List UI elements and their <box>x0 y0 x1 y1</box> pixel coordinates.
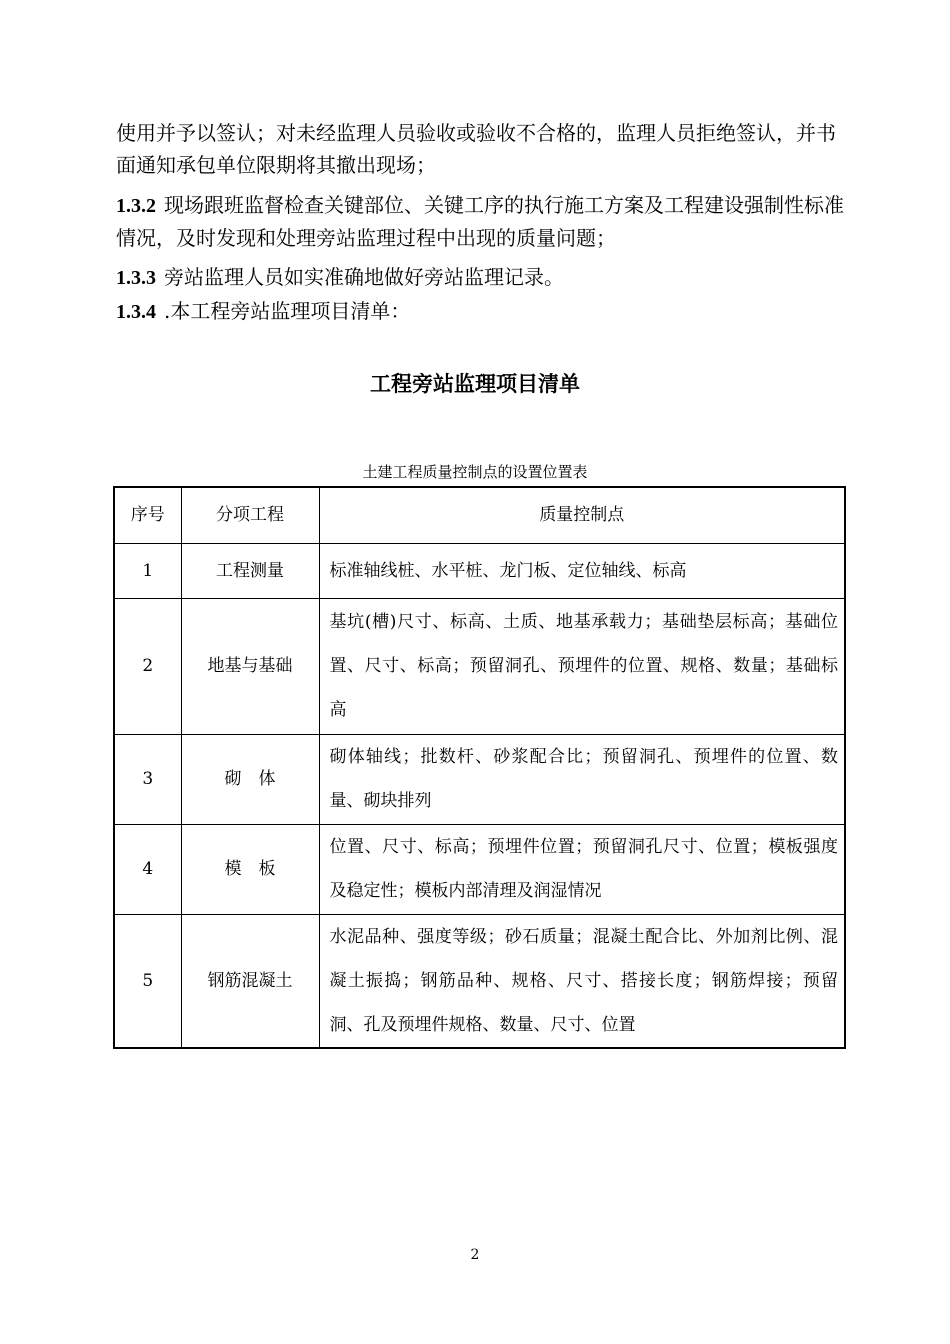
cell-points: 基坑(槽)尺寸、标高、土质、地基承载力；基础垫层标高；基础位置、尺寸、标高；预留洞孔、预埋件的位置、规格、数量；基础标高 <box>319 598 845 734</box>
cell-points: 水泥品种、强度等级；砂石质量；混凝土配合比、外加剂比例、混凝土振捣；钢筋品种、规格、尺寸、搭接长度；钢筋焊接；预留洞、孔及预埋件规格、数量、尺寸、位置 <box>319 914 845 1048</box>
table-row <box>114 543 845 598</box>
table-row <box>114 598 845 734</box>
section-number: 1.3.2 <box>116 195 156 217</box>
paragraph-text: 现场跟班监督检查关键部位、关键工序的执行施工方案及工程建设强制性标准情况，及时发现和处理旁站监理过程中出现的质量问题； <box>116 193 844 250</box>
table-caption: 土建工程质量控制点的设置位置表 <box>362 463 588 481</box>
cell-points: 砌体轴线；批数杆、砂浆配合比；预留洞孔、预埋件的位置、数量、砌块排列 <box>319 734 845 824</box>
header-no: 序号 <box>114 487 181 543</box>
cell-no: 5 <box>114 914 181 1048</box>
section-number: 1.3.3 <box>116 267 156 289</box>
cell-item: 模 板 <box>181 824 319 914</box>
cell-no: 1 <box>114 543 181 598</box>
cell-points: 标准轴线桩、水平桩、龙门板、定位轴线、标高 <box>319 543 845 598</box>
page-number: 2 <box>470 1247 480 1263</box>
table-row <box>114 914 845 1048</box>
cell-item: 砌 体 <box>181 734 319 824</box>
paragraph-1-3-4 <box>116 295 846 328</box>
header-points: 质量控制点 <box>319 487 845 543</box>
page-title: 工程旁站监理项目清单 <box>370 372 580 396</box>
cell-points: 位置、尺寸、标高；预埋件位置；预留洞孔尺寸、位置；模板强度及稳定性；模板内部清理及润湿情况 <box>319 824 845 914</box>
header-item: 分项工程 <box>181 487 319 543</box>
paragraph-1-3-2 <box>116 189 846 254</box>
quality-control-table <box>113 486 846 1049</box>
cell-no: 4 <box>114 824 181 914</box>
cell-item: 地基与基础 <box>181 598 319 734</box>
cell-no: 2 <box>114 598 181 734</box>
paragraph-text: .本工程旁站监理项目清单： <box>164 299 411 323</box>
cell-item: 钢筋混凝土 <box>181 914 319 1048</box>
section-number: 1.3.4 <box>116 301 156 323</box>
paragraph-1-3-3 <box>116 261 846 294</box>
table-row <box>114 824 845 914</box>
table-header-row <box>114 487 845 543</box>
paragraph-text: 旁站监理人员如实准确地做好旁站监理记录。 <box>164 265 564 289</box>
cell-item: 工程测量 <box>181 543 319 598</box>
table-row <box>114 734 845 824</box>
paragraph-1: 使用并予以签认；对未经监理人员验收或验收不合格的，监理人员拒绝签认，并书面通知承包单位限期将其撤出现场； <box>116 121 836 177</box>
cell-no: 3 <box>114 734 181 824</box>
